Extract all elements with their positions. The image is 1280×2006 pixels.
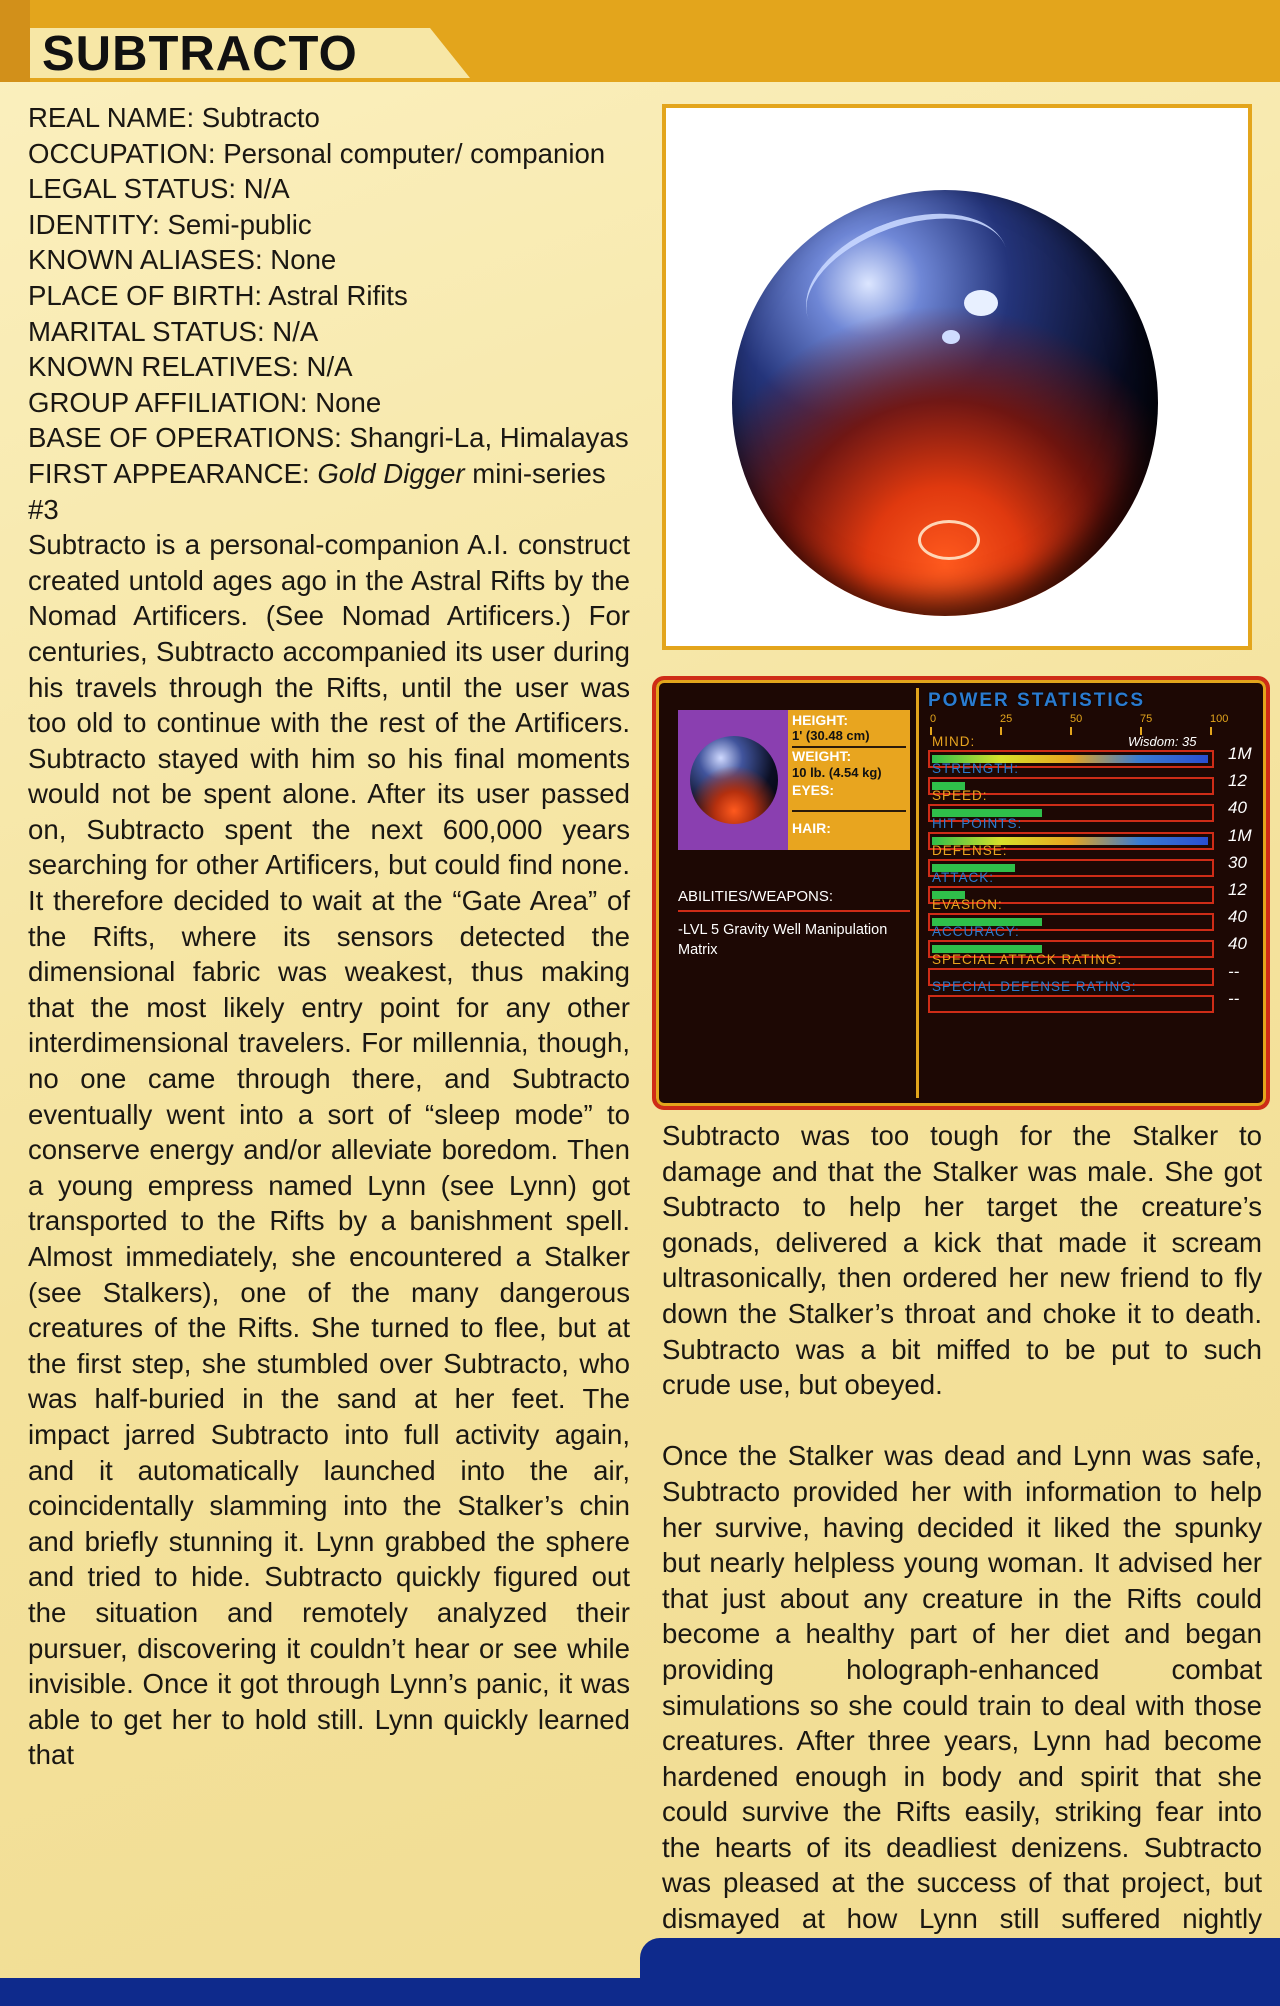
eyes-label: EYES: xyxy=(792,782,835,798)
physical-stats xyxy=(788,710,910,850)
scale-tick-label: 0 xyxy=(930,713,937,725)
info-field xyxy=(28,385,630,421)
field-label: KNOWN ALIASES: xyxy=(28,244,263,276)
scale-tick-label: 25 xyxy=(1000,713,1013,725)
stat-row xyxy=(928,978,1254,1015)
scale-tick xyxy=(1070,727,1072,735)
field-value: N/A xyxy=(306,351,353,383)
scale-tick-label: 100 xyxy=(1210,713,1229,725)
stat-value: 40 xyxy=(1228,907,1247,927)
right-column xyxy=(662,1118,1262,1972)
info-field xyxy=(28,349,630,385)
field-label: IDENTITY: xyxy=(28,208,160,240)
stat-name: DEFENSE: xyxy=(932,842,1008,858)
info-field xyxy=(28,207,630,243)
footer-band xyxy=(0,1978,1280,2006)
field-value: N/A xyxy=(272,315,319,347)
stat-value: 30 xyxy=(1228,852,1247,872)
left-column xyxy=(28,100,630,1773)
info-field xyxy=(28,420,630,456)
stat-name: ACCURACY: xyxy=(932,924,1020,940)
scale-tick xyxy=(1210,727,1212,735)
bio-text-left: Subtracto is a personal-companion A.I. construct created untold ages ago in the Astral Rifts by the Nomad Artificers. (See Nomad Artificers.) For centuries, Subtracto accompanied its user during his travels through the Rifts, until the user was too old to continue with the rest of the Artificers. Subtracto stayed with him so his final moments would not be spent alone. After its user passed on, Subtracto spent the next 600,000 years searching for other Artificers, but could find none. It therefore decided to wait at the “Gate Area” of the Rifts, where its sensors detected the dimensional fabric was weakest, thus making that the most likely entry point for any other interdimensional travelers. For millennia, though, no one came through there, and Subtracto eventually went into a sort of “sleep mode” to conserve energy and/or alleviate boredom. Then a young empress named Lynn (see Lynn) got transported to the Rifts by a banishment spell. Almost immediately, she encountered a Stalker (see Stalkers), one of the many dangerous creatures of the Rifts. She turned to flee, but at the first step, she stumbled over Subtracto, who was half-buried in the sand at her feet. The impact jarred Subtracto into full activity again, and it automatically launched into the air, coincidentally slamming into the Stalker’s chin and briefly stunning it. Lynn grabbed the sphere and tried to hide. Subtracto quickly figured out the situation and remotely analyzed their pursuer, discovering it couldn’t hear or see while invisible. Once it got through Lynn’s panic, it was able to get her to hold still. Lynn quickly learned that xyxy=(28,529,630,1771)
power-statistics-panel xyxy=(652,676,1270,1110)
field-value: Personal computer/ companion xyxy=(223,137,606,169)
stat-name: SPECIAL ATTACK RATING: xyxy=(932,951,1123,967)
field-first-appearance xyxy=(28,456,630,527)
field-value: None xyxy=(315,386,382,418)
info-field xyxy=(28,100,630,136)
field-label: KNOWN RELATIVES: xyxy=(28,351,299,383)
bio-text-right-1: Subtracto was too tough for the Stalker to damage and that the Stalker was male. She got Subtracto to help her target the creature’s gonads, delivered a kick that made it scream ultrasonically, then ordered her new friend to fly down the Stalker’s throat and choke it to death. Subtracto was a bit miffed to be put to such crude use, but obeyed. xyxy=(662,1120,1262,1401)
wisdom-label: Wisdom: 35 xyxy=(1128,734,1197,749)
stat-name: HIT POINTS: xyxy=(932,815,1023,831)
stat-value: 1M xyxy=(1228,744,1252,763)
thumbnail-image xyxy=(678,710,788,850)
stat-name: STRENGTH: xyxy=(932,761,1020,777)
stat-value: 12 xyxy=(1228,880,1247,899)
stat-bar-track xyxy=(928,995,1214,1013)
stat-name: EVASION: xyxy=(932,897,1003,913)
portrait-frame xyxy=(662,104,1252,650)
scale-tick-label: 50 xyxy=(1070,713,1083,725)
height-value: 1' (30.48 cm) xyxy=(792,728,870,743)
page-title: SUBTRACTO xyxy=(42,27,358,81)
field-value: None xyxy=(270,244,337,276)
info-field xyxy=(28,314,630,350)
field-label: PLACE OF BIRTH: xyxy=(28,279,263,311)
weight-value: 10 lb. (4.54 kg) xyxy=(792,765,882,780)
info-field xyxy=(28,171,630,207)
stat-value: 40 xyxy=(1228,798,1247,818)
stat-value: 1M xyxy=(1228,825,1252,845)
field-value: Semi-public xyxy=(167,208,312,240)
field-value: mini-series #3 xyxy=(28,457,606,525)
stat-value: 40 xyxy=(1228,934,1247,954)
scale-tick xyxy=(1000,727,1002,735)
stat-value: -- xyxy=(1228,961,1240,981)
stat-name: SPECIAL DEFENSE RATING: xyxy=(932,978,1137,994)
field-label: BASE OF OPERATIONS: xyxy=(28,422,342,454)
field-label: MARITAL STATUS: xyxy=(28,315,265,347)
field-label: GROUP AFFILIATION: xyxy=(28,386,308,418)
comic-title: Gold Digger xyxy=(317,457,465,489)
sphere-thumbnail xyxy=(690,736,778,824)
weight-label: WEIGHT: xyxy=(792,748,852,764)
hair-label: HAIR: xyxy=(792,820,831,836)
info-field xyxy=(28,136,630,172)
field-label: OCCUPATION: xyxy=(28,137,216,169)
power-statistics-title: POWER STATISTICS xyxy=(928,690,1146,711)
stat-name: ATTACK: xyxy=(932,870,995,885)
stat-name: MIND: xyxy=(932,734,976,749)
header-notch xyxy=(0,0,30,82)
bio-text-right-2: Once the Stalker was dead and Lynn was safe, Subtracto provided her with information to help her survive, having decided it liked the spunky but nearly helpless young woman. It advised her that just about any creature in the Rifts could become a healthy part of her diet and began providing holograph-enhanced combat simulations so she could train to deal with those creatures. After three years, Lynn had become hardened enough in body and spirit that she could survive the Rifts easily, striking fear into the hearts of its deadliest denizens. Subtracto was pleased at the success of that project, but dismayed at how Lynn still suffered nightly xyxy=(662,1440,1262,1935)
subtracto-sphere-image xyxy=(732,190,1158,616)
field-label: REAL NAME: xyxy=(28,102,195,133)
stat-value: 12 xyxy=(1228,771,1247,791)
scale-tick-label: 75 xyxy=(1140,713,1153,725)
field-label: FIRST APPEARANCE: xyxy=(28,457,310,489)
abilities-text: -LVL 5 Gravity Well Manipulation Matrix xyxy=(678,922,888,958)
info-field xyxy=(28,278,630,314)
info-field xyxy=(28,242,630,278)
field-value: Shangri-La, Himalayas xyxy=(349,422,629,454)
stat-value: -- xyxy=(1228,988,1240,1008)
field-value: Astral Rifits xyxy=(268,279,408,311)
height-label: HEIGHT: xyxy=(792,712,848,728)
field-label: LEGAL STATUS: xyxy=(28,173,237,205)
info-fields xyxy=(28,100,630,456)
field-value: N/A xyxy=(243,173,290,205)
stat-name: SPEED: xyxy=(932,788,988,804)
abilities-label: ABILITIES/WEAPONS: xyxy=(678,888,834,905)
field-value: Subtracto xyxy=(201,102,320,133)
